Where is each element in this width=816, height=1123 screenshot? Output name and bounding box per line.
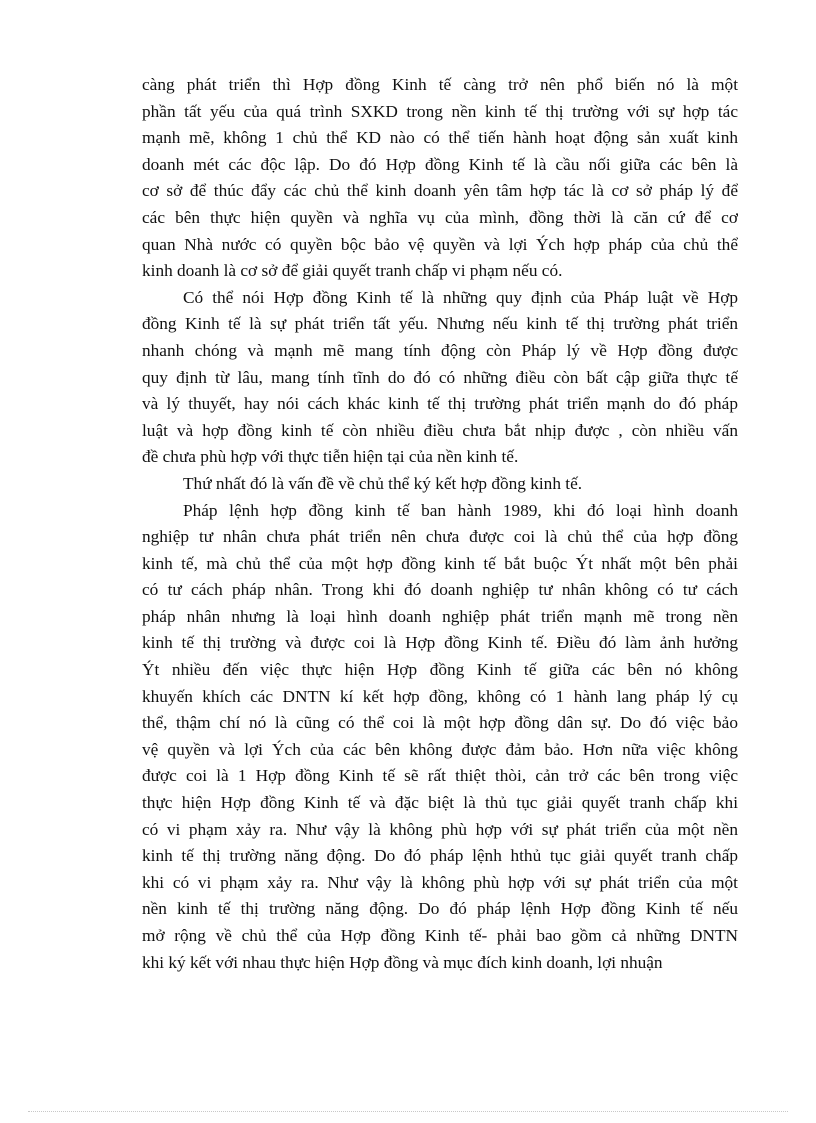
text-line: càng phát triển thì Hợp đồng Kinh tế càng trở nên phổ biến nó là một [142, 75, 738, 94]
text-line: Pháp lệnh hợp đồng kinh tế ban hành 1989, khi đó loại hình doanh [183, 500, 738, 520]
text-line: quy định từ lâu, mang tính tĩnh do đó có những điều còn bất cập giữa thực tế [142, 367, 738, 387]
text-line: và lý thuyết, hay nói cách khác kinh tế thị trường phát triển mạnh do đó pháp [142, 394, 738, 414]
text-line: khuyến khích các DNTN kí kết hợp đồng, không có 1 hành lang pháp lý cụ [142, 686, 738, 706]
text-line: có vi phạm xảy ra. Như vậy là không phù hợp với sự phát triển của một nền [142, 819, 738, 839]
page-bottom-divider [28, 1111, 788, 1112]
text-line: khi có vi phạm xảy ra. Như vậy là không phù hợp với sự phát triển của một [142, 872, 738, 892]
text-line: đồng Kinh tế là sự phát triển tất yếu. Nhưng nếu kinh tế thị trường phát triển [142, 314, 738, 334]
text-line: Ýt nhiều đến việc thực hiện Hợp đồng Kinh tế giữa các bên nó không [142, 660, 738, 680]
text-line: đề chưa phù hợp với thực tiễn hiện tại của nền kinh tế. [142, 447, 519, 467]
text-line: luật và hợp đồng kinh tế còn nhiều điều chưa bắt nhịp được , còn nhiều vấn [142, 420, 738, 440]
text-line: Thứ nhất đó là vấn đề về chủ thể ký kết hợp đồng kinh tế. [183, 473, 583, 493]
text-line: các bên thực hiện quyền và nghĩa vụ của mình, đồng thời là căn cứ để cơ [142, 207, 738, 227]
text-line: Có thể nói Hợp đồng Kinh tế là những quy định của Pháp luật về Hợp [183, 287, 738, 307]
text-line: mở rộng về chủ thể của Hợp đồng Kinh tế- phải bao gồm cả những DNTN [142, 926, 738, 945]
paragraph [142, 498, 738, 977]
document-body [142, 72, 738, 976]
text-line: kinh tế, mà chủ thể của một hợp đồng kinh tế bắt buộc Ýt nhất một bên phải [142, 553, 738, 573]
text-line: doanh mét các độc lập. Do đó Hợp đồng Kinh tế là cầu nối giữa các bên là [142, 154, 738, 174]
text-line: được coi là 1 Hợp đồng Kinh tế sẽ rất thiệt thòi, cản trở các bên trong việc [142, 766, 738, 786]
text-line: kinh tế thị trường năng động. Do đó pháp lệnh hthủ tục giải quyết tranh chấp [142, 846, 738, 866]
text-line: pháp nhân nhưng là loại hình doanh nghiệp phát triển mạnh mẽ trong nền [142, 606, 738, 626]
text-line: nghiệp tư nhân chưa phát triển nên chưa được coi là chủ thể của hợp đồng [142, 527, 738, 547]
text-line: kinh doanh là cơ sở để giải quyết tranh chấp vi phạm nếu có. [142, 261, 563, 281]
text-line: nhanh chóng và mạnh mẽ mang tính động còn Pháp lý về Hợp đồng được [142, 340, 738, 360]
text-line: cơ sở để thúc đẩy các chủ thể kinh doanh yên tâm hợp tác là cơ sở pháp lý để [142, 181, 738, 201]
text-line: phần tất yếu của quá trình SXKD trong nền kinh tế thị trường với sự hợp tác [142, 101, 738, 121]
text-line: thể, thậm chí nó là cũng có thể coi là một hợp đồng dân sự. Do đó việc bảo [142, 713, 738, 733]
text-line: kinh tế thị trường và được coi là Hợp đồng Kinh tế. Điều đó làm ảnh hưởng [142, 633, 738, 653]
paragraph [142, 285, 738, 471]
text-line: thực hiện Hợp đồng Kinh tế và đặc biệt là thủ tục giải quyết tranh chấp khi [142, 793, 738, 813]
text-line: khi ký kết với nhau thực hiện Hợp đồng và mục đích kinh doanh, lợi nhuận [142, 952, 663, 972]
text-line: có tư cách pháp nhân. Trong khi đó doanh nghiệp tư nhân không có tư cách [142, 580, 738, 600]
text-line: nền kinh tế thị trường năng động. Do đó pháp lệnh Hợp đồng Kinh tế nếu [142, 899, 738, 919]
paragraph [142, 471, 738, 498]
text-line: vệ quyền và lợi Ých của các bên không được đảm bảo. Hơn nữa việc không [142, 739, 738, 759]
text-line: mạnh mẽ, không 1 chủ thể KD nào có thể tiến hành hoạt động sản xuất kinh [142, 128, 738, 148]
paragraph [142, 72, 738, 285]
text-line: quan Nhà nước có quyền bộc bảo vệ quyền và lợi Ých hợp pháp của chủ thể [142, 234, 738, 254]
